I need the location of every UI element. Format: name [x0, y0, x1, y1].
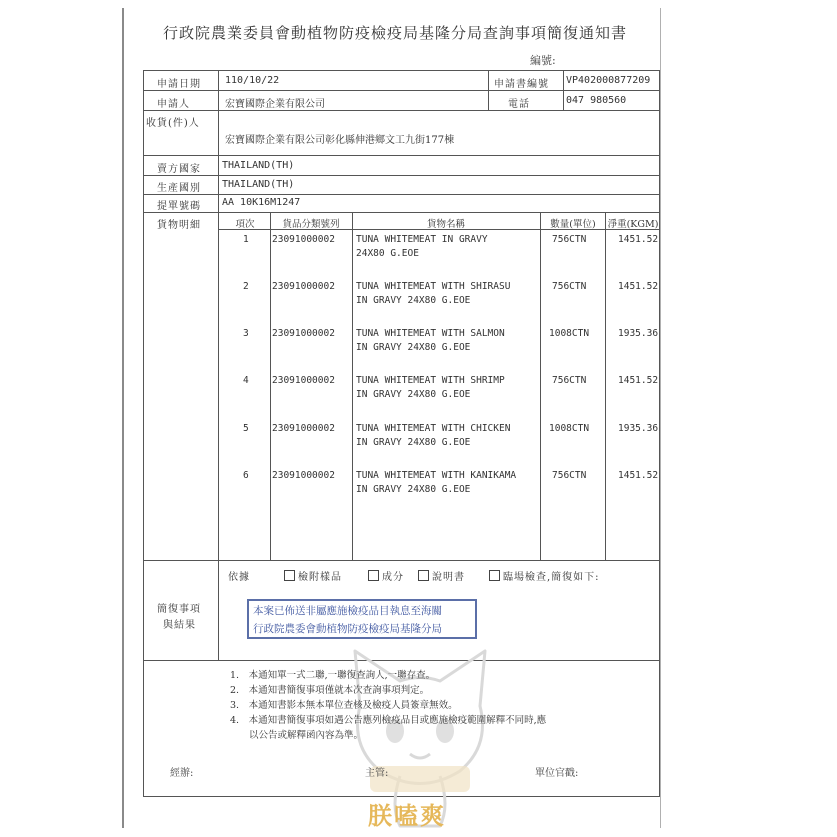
basis-label: 依據	[228, 572, 250, 583]
row-divider	[143, 194, 660, 195]
row-divider	[143, 110, 660, 111]
apply-date-label: 申請日期	[157, 79, 201, 90]
goods-row-name-line2: IN GRAVY 24X80 G.EOE	[356, 342, 471, 353]
col-header-weight: 淨重(KGM)	[607, 219, 659, 230]
label-column-divider	[218, 70, 219, 660]
row-divider	[143, 155, 660, 156]
app-number-label: 申請書編號	[494, 79, 549, 90]
official-stamp	[247, 599, 477, 639]
consignee-label: 收貨(件)人	[146, 118, 200, 129]
document-title: 行政院農業委員會動植物防疫檢疫局基隆分局查詢事項簡復通知書	[162, 24, 627, 42]
option-ingredient: 成分	[368, 568, 404, 583]
production-country-label: 生產國別	[157, 183, 201, 194]
applicant-value: 宏寶國際企業有限公司	[225, 99, 325, 110]
goods-row-no: 2	[243, 281, 249, 292]
app-number-value: VP402000877209	[566, 75, 651, 86]
row-divider	[143, 212, 660, 213]
note-item: 1. 本通知單一式二聯,一聯復查詢人,一聯存查。	[230, 670, 436, 681]
goods-row-no: 5	[243, 423, 249, 434]
column-divider	[563, 70, 564, 110]
column-divider	[488, 70, 489, 110]
goods-row-qty: 756CTN	[552, 234, 587, 245]
watermark-text: 朕嗑爽	[368, 802, 446, 830]
goods-row-name-line2: IN GRAVY 24X80 G.EOE	[356, 295, 471, 306]
phone-label: 電話	[508, 99, 530, 110]
option-sample: 檢附樣品	[284, 568, 342, 583]
note-item: 3. 本通知書影本無本單位查核及檢疫人員簽章無效。	[230, 700, 458, 711]
phone-value: 047 980560	[566, 95, 627, 106]
option-inspection: 臨場檢查,簡復如下:	[489, 568, 600, 583]
goods-row-code: 23091000002	[272, 281, 335, 292]
goods-row-name-line1: TUNA WHITEMEAT WITH SHRIMP	[356, 375, 505, 386]
supervisor-label: 主管:	[365, 768, 389, 779]
number-label: 編號:	[530, 54, 556, 67]
goods-row-qty: 1008CTN	[549, 423, 590, 434]
row-divider	[143, 90, 660, 91]
stamp-line-2: 行政院農委會動植物防疫檢疫局基隆分局	[253, 623, 442, 635]
goods-row-name-line1: TUNA WHITEMEAT WITH SHIRASU	[356, 281, 511, 292]
goods-column-divider	[605, 212, 606, 560]
page-edge-right	[660, 8, 661, 828]
origin-country-label: 賣方國家	[157, 164, 201, 175]
goods-row-weight: 1451.52	[618, 375, 659, 386]
stamp-line-1: 本案已佈送非屬應施檢疫品目執息至海關	[253, 605, 442, 617]
goods-row-weight: 1451.52	[618, 281, 659, 292]
unit-seal-label: 單位官戳:	[535, 768, 579, 779]
notes-list	[230, 668, 660, 743]
checkbox-ingredient	[368, 570, 379, 581]
goods-row-no: 1	[243, 234, 249, 245]
apply-date-value: 110/10/22	[225, 75, 280, 86]
goods-row-qty: 756CTN	[552, 375, 587, 386]
goods-row-name-line1: TUNA WHITEMEAT WITH SALMON	[356, 328, 505, 339]
col-header-code: 貨品分類號列	[282, 219, 340, 230]
goods-row-no: 4	[243, 375, 249, 386]
goods-row-code: 23091000002	[272, 423, 335, 434]
goods-row-name-line2: IN GRAVY 24X80 G.EOE	[356, 437, 471, 448]
goods-row-qty: 756CTN	[552, 470, 587, 481]
goods-row-name-line1: TUNA WHITEMEAT IN GRAVY	[356, 234, 488, 245]
checkbox-inspection	[489, 570, 500, 581]
goods-row-name-line1: TUNA WHITEMEAT WITH KANIKAMA	[356, 470, 517, 481]
goods-column-divider	[352, 212, 353, 560]
production-country-value: THAILAND(TH)	[222, 179, 295, 190]
checkbox-sample	[284, 570, 295, 581]
goods-row-name-line1: TUNA WHITEMEAT WITH CHICKEN	[356, 423, 511, 434]
option-manual: 說明書	[418, 568, 465, 583]
note-item: 以公告或解釋函內容為準。	[230, 730, 364, 741]
goods-row-weight: 1451.52	[618, 234, 659, 245]
note-item: 2. 本通知書簡復事項僅就本次查詢事項判定。	[230, 685, 430, 696]
reply-section-label-2: 與結果	[163, 620, 196, 631]
col-header-no: 項次	[235, 219, 255, 230]
goods-row-code: 23091000002	[272, 470, 335, 481]
goods-row-qty: 1008CTN	[549, 328, 590, 339]
page-edge-left	[122, 8, 124, 828]
bl-number-label: 提單號碼	[157, 201, 201, 212]
goods-row-code: 23091000002	[272, 234, 335, 245]
goods-row-weight: 1935.36	[618, 328, 659, 339]
row-divider	[143, 175, 660, 176]
reply-section-label: 簡復事項	[157, 604, 201, 615]
bl-number-value: AA 10K16M1247	[222, 197, 301, 208]
applicant-label: 申請人	[157, 99, 190, 110]
goods-section-label: 貨物明細	[157, 220, 201, 231]
goods-row-code: 23091000002	[272, 375, 335, 386]
goods-row-weight: 1935.36	[618, 423, 659, 434]
col-header-qty: 數量(單位)	[550, 219, 596, 230]
goods-row-name-line2: IN GRAVY 24X80 G.EOE	[356, 389, 471, 400]
checkbox-manual	[418, 570, 429, 581]
goods-row-no: 3	[243, 328, 249, 339]
goods-row-name-line2: 24X80 G.EOE	[356, 248, 419, 259]
row-divider	[143, 560, 660, 561]
goods-row-code: 23091000002	[272, 328, 335, 339]
goods-column-divider	[270, 212, 271, 560]
handler-label: 經辦:	[170, 768, 194, 779]
goods-column-divider	[540, 212, 541, 560]
goods-row-weight: 1451.52	[618, 470, 659, 481]
consignee-value: 宏寶國際企業有限公司彰化縣伸港鄉文工九街177棟	[225, 135, 455, 146]
col-header-name: 貨物名稱	[426, 219, 465, 230]
goods-row-qty: 756CTN	[552, 281, 587, 292]
goods-row-name-line2: IN GRAVY 24X80 G.EOE	[356, 484, 471, 495]
origin-country-value: THAILAND(TH)	[222, 160, 295, 171]
goods-row-no: 6	[243, 470, 249, 481]
note-item: 4. 本通知書簡復事項如遇公告應列檢疫品目或應施檢疫範圍解釋不同時,應	[230, 715, 547, 726]
